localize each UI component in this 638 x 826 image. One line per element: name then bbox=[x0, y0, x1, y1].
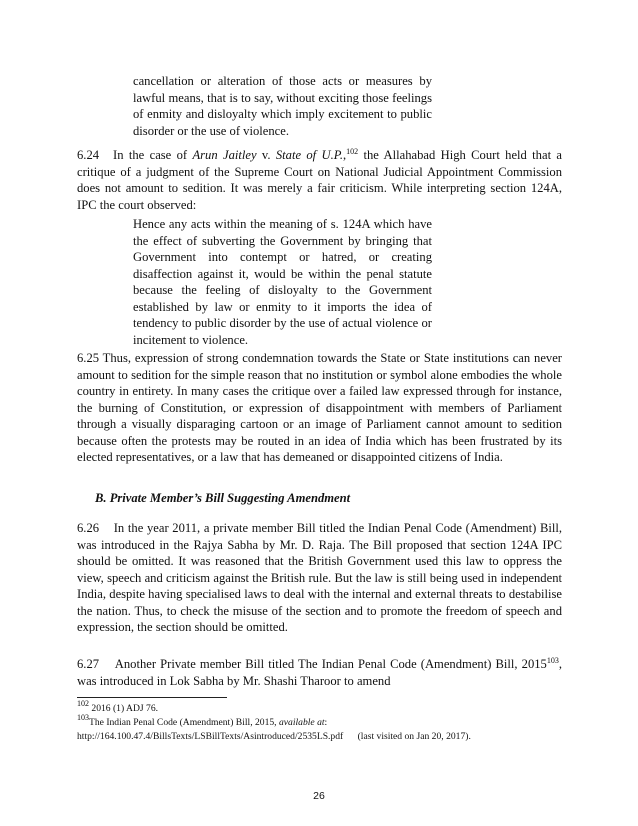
footnote-ref-103[interactable]: 103 bbox=[546, 656, 559, 665]
paragraph-6-25 bbox=[77, 350, 562, 466]
case-name-party-b: State of U.P. bbox=[275, 148, 343, 162]
paragraph-6-26 bbox=[77, 520, 566, 636]
footnote-visited: (last visited on Jan 20, 2017). bbox=[357, 731, 471, 742]
footnote-text: The Indian Penal Code (Amendment) Bill, 2015, bbox=[89, 717, 279, 728]
footnote-ref-102[interactable]: 102 bbox=[346, 147, 359, 156]
paragraph-text: the Allahabad High Court held that a critique of a judgment of the Supreme Court on National Judicial Appointment Commission does not amount to sedition. It was merely a fair criticism. While interpreting section 124A, IPC the court observed: bbox=[77, 148, 562, 212]
paragraph-number: 6.24 bbox=[77, 148, 100, 162]
quote-1-text: cancellation or alteration of those acts or measures by lawful means, that is to say, without exciting those feelings of enmity and disloyalty which imply excitement to public disorder or the use of violence. bbox=[133, 74, 432, 138]
footnote-103 bbox=[77, 713, 562, 729]
footnote-102 bbox=[77, 699, 562, 715]
footnote-number: 102 bbox=[77, 699, 89, 708]
footnote-103-url-line bbox=[77, 730, 562, 743]
case-versus: v. bbox=[256, 148, 276, 162]
paragraph-text: , was introduced in Lok Sabha by Mr. Shashi Tharoor to amend bbox=[77, 657, 562, 688]
footnote-colon: : bbox=[324, 717, 328, 728]
footnote-text: 2016 (1) ADJ 76. bbox=[89, 703, 159, 714]
quote-2-text: Hence any acts within the meaning of s. 124A which have the effect of subverting the Government by bringing that Government into contempt or hatred, or creating disaffection against it, would be within the penal statute because the feeling of disloyalty to the Government established by law or enmity to it imports the idea of tendency to public disorder by the use of actual violence or incitement to violence. bbox=[133, 217, 432, 347]
case-comma: , bbox=[342, 148, 347, 162]
block-quote-1 bbox=[133, 73, 432, 139]
footnote-url-link[interactable]: http://164.100.47.4/BillsTexts/LSBillTexts/Asintroduced/2535LS.pdf bbox=[77, 731, 344, 742]
paragraph-text: 6.26 In the year 2011, a private member Bill titled the Indian Penal Code (Amendment) Bill, was introduced in the Rajya Sabha by Mr. D. Raja. The Bill proposed that section 124A IPC should be omitted. It was reasoned that the British Government used this law to oppress the view, speech and criticism against the British rule. But the law is still being used in independent India, despite having specialised laws to deal with the internal and external threats to destabilise the nation. Thus, to check the misuse of the section and to promote the freedom of speech and expression, the section should be omitted. bbox=[77, 521, 566, 634]
paragraph-text: 6.25 Thus, expression of strong condemnation towards the State or State institutions can never amount to sedition for the simple reason that no institution or symbol alone embodies the whole country in entirety. In many cases the critique over a failed law expressed through for instance, the burning of Constitution, or expression of disappointment with members of Parliament through a visually disparaging cartoon or an image of Parliament cannot amount to sedition because often the protests may be routed in an idea of India which has been frustrated by its elected representatives, or a law that has demeaned or disappointed citizens of India. bbox=[77, 351, 562, 464]
page-number: 26 bbox=[313, 790, 325, 802]
paragraph-6-27 bbox=[77, 656, 562, 689]
paragraph-text: 6.27 Another Private member Bill titled The Indian Penal Code (Amendment) Bill, 2015 bbox=[77, 657, 547, 671]
paragraph-text: In the case of bbox=[113, 148, 193, 162]
footnote-available-at: available at bbox=[278, 717, 325, 728]
section-heading-b: B. Private Member’s Bill Suggesting Amendment bbox=[95, 491, 351, 505]
footnote-divider bbox=[77, 697, 227, 698]
block-quote-2 bbox=[133, 216, 432, 348]
case-name-party-a: Arun Jaitley bbox=[192, 148, 257, 162]
footnote-number: 103 bbox=[77, 713, 89, 722]
paragraph-6-24 bbox=[77, 147, 562, 213]
